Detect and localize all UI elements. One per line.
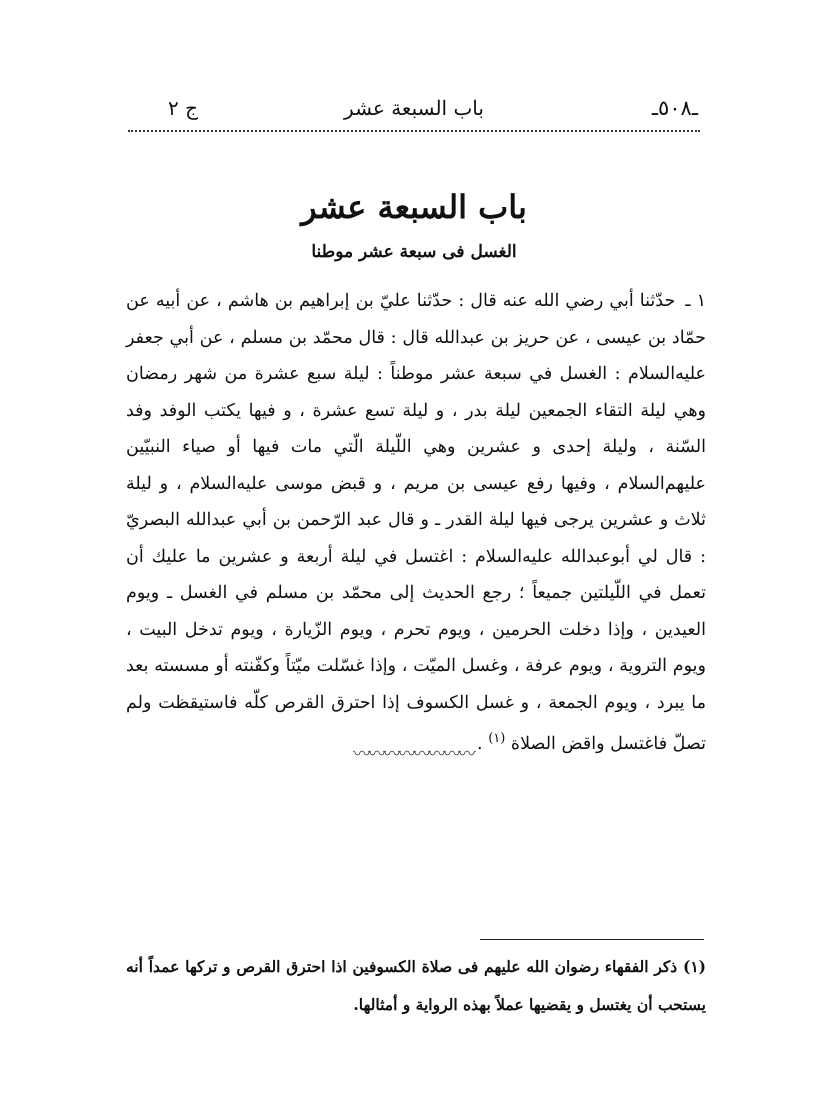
section-ornament: 〰〰〰〰〰〰〰〰 (353, 744, 473, 765)
chapter-subtitle: الغسل فى سبعة عشر موطنا (311, 242, 517, 262)
page-number: ـ٥٠٨ـ (651, 96, 698, 120)
header-dotted-rule (128, 130, 700, 132)
hadith-number: ١ ـ (685, 291, 706, 311)
chapter-title: باب السبعة عشر (301, 188, 527, 226)
hadith-paragraph (126, 283, 706, 762)
paragraph-end: . (477, 733, 489, 754)
hadith-text (126, 283, 706, 762)
footnote-marker[interactable]: (١) (488, 731, 506, 746)
hadith-body: حدّثنا أبي رضي الله عنه قال : حدّثنا عليّ بن إبراهيم بن هاشم ، عن أبيه عن حمّاد بن عيسى ، عن حريز بن عبدالله قال : قال محمّد بن مسلم ، عن أبي جعفر عليه‌السلام : الغسل في سبعة عشر موطناً : ليلة سبع عشرة من شهر رمضان وهي ليلة التقاء الجمعين ليلة بدر ، و ليلة تسع عشرة ، و فيها يكتب الوفد وفد السّنة ، وليلة إحدى و عشرين وهي اللّيلة الّتي مات فيها أو صياء النبيّين عليهم‌السلام ، وفيها رفع عيسى بن مريم ، و قبض موسى عليه‌السلام ، و ليلة ثلاث و عشرين يرجى فيها ليلة القدر ـ و قال عبد الرّحمن بن أبي عبدالله البصريّ : قال لي أبوعبدالله عليه‌السلام : اغتسل في ليلة أربعة و عشرين ما عليك أن تعمل في اللّيلتين جميعاً ؛ رجع الحديث إلى محمّد بن مسلم في الغسل ـ ويوم العيدين ، وإذا دخلت الحرمين ، ويوم تحرم ، ويوم الزّيارة ، ويوم تدخل البيت ، ويوم التروية ، ويوم عرفة ، وغسل الميّت ، وإذا غسّلت ميّتاً وكفّنته أو مسسته بعد ما يبرد ، ويوم الجمعة ، و غسل الكسوف إذا احترق القرص كلّه فاستيقظت ولم تصلّ فاغتسل واقض الصلاة (126, 291, 706, 754)
running-title: باب السبعة عشر (344, 96, 484, 120)
footnote-rule (480, 939, 704, 940)
running-header (128, 96, 700, 130)
footnote-text: (١) ذكر الفقهاء رضوان الله عليهم فى صلاة الكسوفين اذا احترق القرص و تركها عمداً أنه يستحب أن يغتسل و يقضيها عملاً بهذه الرواية و أمثالها. (126, 957, 706, 1014)
volume-label: ج ٢ (168, 96, 199, 120)
footnote (126, 948, 706, 1024)
